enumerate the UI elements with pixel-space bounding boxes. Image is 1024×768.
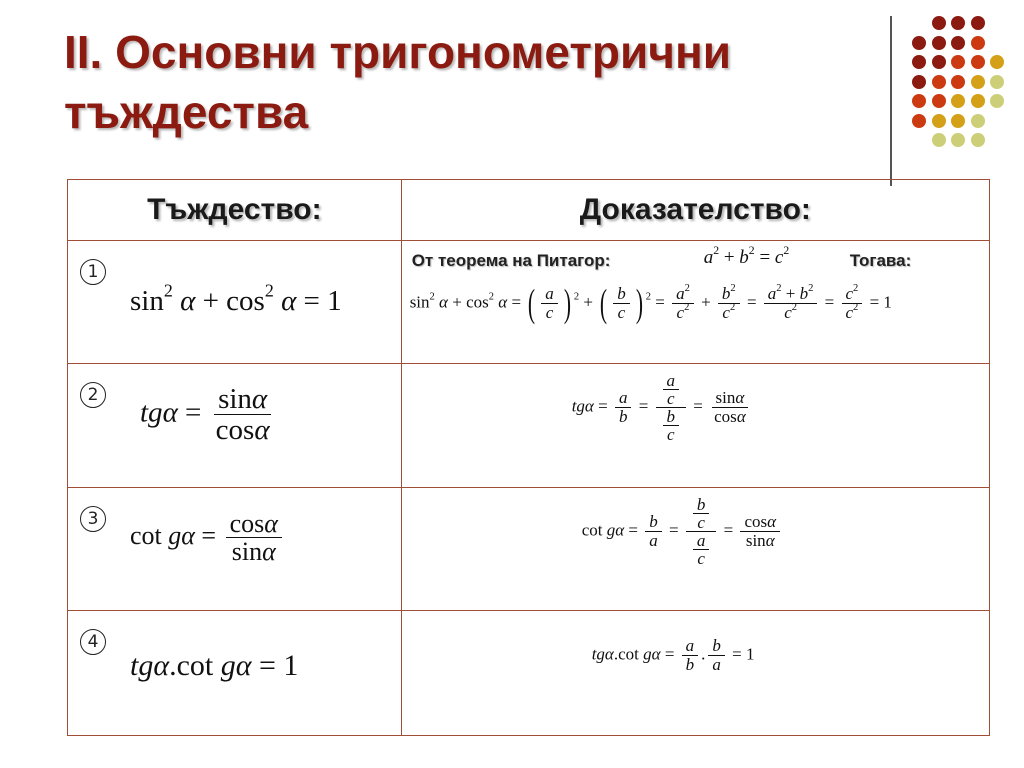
header-identity: Тъждество: — [68, 180, 402, 241]
identity-cell-1 — [68, 241, 402, 364]
table-row — [68, 241, 990, 364]
decorative-dot — [932, 94, 946, 108]
decorative-dot — [990, 55, 1004, 69]
title-divider — [890, 16, 892, 186]
proof-formula-4: tgα.cot gα = $\frac{a}{b}$ . $\frac{b}{a}$ = 1 — [591, 636, 755, 674]
proof-formula-3: cot gα = $\frac{b}{a}$ = $\frac{\frac{b}{c}}{\frac{a}{c}}$ = $\frac{\cos\alpha}{\sin\alpha}$ — [582, 496, 783, 567]
identities-table — [67, 179, 990, 736]
row-marker-2: 2 — [80, 382, 106, 408]
decorative-dot — [990, 94, 1004, 108]
decorative-dot — [912, 36, 926, 50]
decorative-dot — [971, 16, 985, 30]
decorative-dot — [912, 94, 926, 108]
decorative-dot — [971, 133, 985, 147]
decorative-dot — [912, 55, 926, 69]
slide-title: II. Основни тригонометрични тъждества — [64, 26, 731, 138]
decorative-dot — [951, 55, 965, 69]
identity-formula-3: cot gα = $\frac{\cos\alpha}{\sin\alpha}$ — [130, 510, 285, 566]
decorative-dot — [951, 94, 965, 108]
proof-label-pythagoras: От теорема на Питагор: — [411, 251, 611, 270]
row-marker-3: 3 — [80, 506, 106, 532]
decorative-dot — [951, 114, 965, 128]
decorative-dot — [912, 75, 926, 89]
row-marker-4: 4 — [80, 629, 106, 655]
row-marker-1: 1 — [80, 259, 106, 285]
identity-cell-3 — [68, 488, 402, 611]
decorative-dot — [951, 133, 965, 147]
decorative-dot — [932, 16, 946, 30]
decorative-dot — [951, 36, 965, 50]
decorative-dot — [951, 75, 965, 89]
proof-formula-2: tgα = $\frac{a}{b}$ = $\frac{\frac{a}{c}}{\frac{b}{c}}$ = $\frac{\sin\alpha}{\cos\alpha}$ — [572, 372, 753, 443]
identity-formula-4: tgα.cot gα = 1 — [130, 649, 299, 682]
proof-cell-1 — [401, 241, 989, 364]
header-proof: Доказателство: — [401, 180, 989, 241]
proof-label-then: Тогава: — [849, 251, 912, 270]
proof-cell-4 — [401, 611, 989, 736]
table-header-row — [68, 180, 990, 241]
proof-cell-3 — [401, 488, 989, 611]
pythagoras-formula: $a^2 + b^2 = c^2$ — [703, 244, 790, 268]
decorative-dot — [932, 55, 946, 69]
decorative-dot — [990, 75, 1004, 89]
identity-cell-4 — [68, 611, 402, 736]
decorative-dot — [932, 114, 946, 128]
decorative-dot — [912, 114, 926, 128]
decorative-dot — [971, 75, 985, 89]
decorative-dot — [971, 55, 985, 69]
table-row — [68, 488, 990, 611]
table-row — [68, 611, 990, 736]
table-row — [68, 364, 990, 488]
decorative-dot — [932, 36, 946, 50]
decorative-dot — [932, 133, 946, 147]
decorative-dot — [951, 16, 965, 30]
identity-cell-2 — [68, 364, 402, 488]
decorative-dot — [971, 94, 985, 108]
proof-formula-1: $\sin^2 \alpha + \cos^2 \alpha$ = ( $\frac{a}{c}$ ) $^2$ + ( $\frac{b}{c}$ ) $^2$ = $\frac{a^2}{c^2}$ + $\frac{b^2}{c^2}$ = $\frac{a^2 + b^2}{c^2}$ = $\frac{c^2}{c^2}$ = 1 — [409, 281, 892, 325]
decorative-dot — [932, 75, 946, 89]
identity-formula-1: $\sin^2 \alpha + \cos^2 \alpha = 1$ — [130, 280, 342, 317]
decorative-dot — [971, 36, 985, 50]
decorative-dot — [971, 114, 985, 128]
identity-formula-2: tgα = $\frac{\sin\alpha}{\cos\alpha}$ — [140, 383, 270, 447]
proof-cell-2 — [401, 364, 989, 488]
